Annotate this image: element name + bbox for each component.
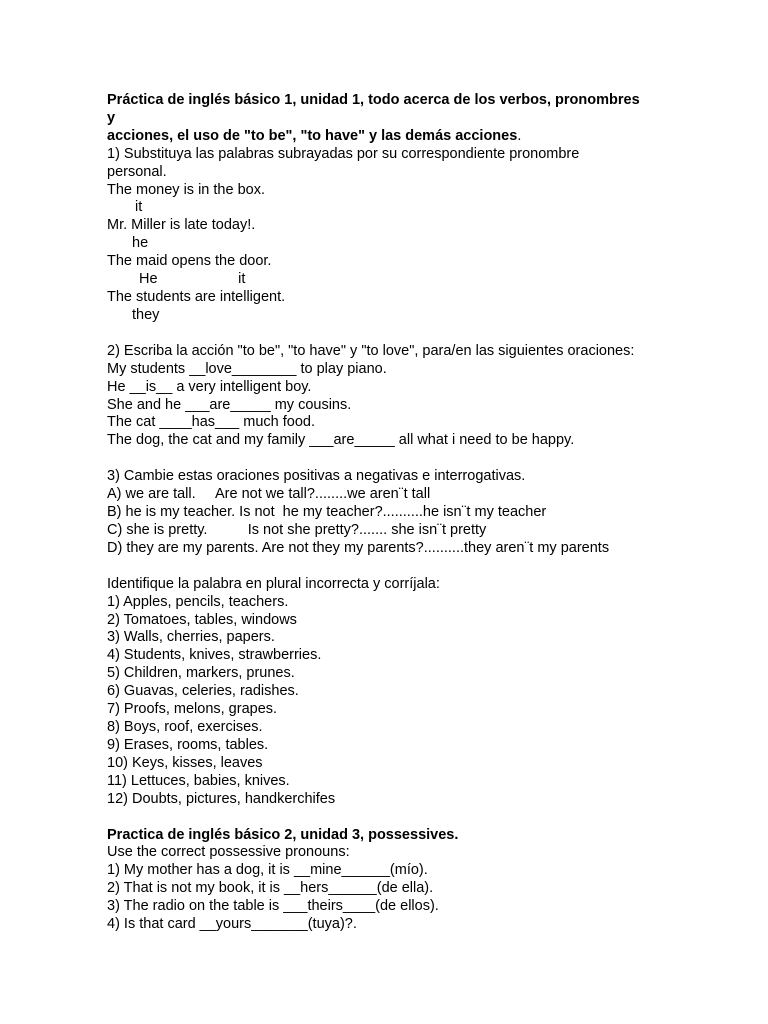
section-spacer bbox=[107, 809, 667, 827]
section-4-line: 5) Children, markers, prunes. bbox=[107, 665, 295, 682]
section-2-line: She and he ___are_____ my cousins. bbox=[107, 396, 352, 413]
section-1-instruction: 1) Substituya las palabras subrayadas por su correspondiente pronombre bbox=[107, 145, 580, 162]
section-spacer bbox=[107, 558, 667, 576]
document-body bbox=[107, 92, 667, 934]
section-2-line: My students __love________ to play piano. bbox=[107, 360, 387, 377]
section-1-answer: it bbox=[135, 199, 143, 216]
document-title-line-3 bbox=[107, 128, 667, 146]
section-4-line: 10) Keys, kisses, leaves bbox=[107, 754, 263, 771]
document-title-line-2: y bbox=[107, 109, 116, 126]
section-1-sentence: The students are intelligent. bbox=[107, 288, 286, 305]
section-1-sentence: The money is in the box. bbox=[107, 181, 265, 198]
section-2-line: The cat ____has___ much food. bbox=[107, 414, 315, 431]
section-2-instruction: 2) Escriba la acción "to be", "to have" y "to love", para/en las siguientes oraciones: bbox=[107, 342, 635, 359]
section-4-line: 4) Students, knives, strawberries. bbox=[107, 647, 322, 664]
section-3-instruction: 3) Cambie estas oraciones positivas a negativas e interrogativas. bbox=[107, 468, 526, 485]
section-spacer bbox=[107, 450, 667, 468]
section-5-line: 2) That is not my book, it is __hers______(de ella). bbox=[107, 880, 434, 897]
section-3-line: B) he is my teacher. Is not he my teacher?..........he isn¨t my teacher bbox=[107, 504, 547, 521]
section-4-line: 7) Proofs, melons, grapes. bbox=[107, 701, 278, 718]
section-4-instruction: Identifique la palabra en plural incorrecta y corríjala: bbox=[107, 575, 440, 592]
section-1-answer: he bbox=[132, 235, 149, 252]
section-1-answer: they bbox=[132, 306, 160, 323]
section-2-line: He __is__ a very intelligent boy. bbox=[107, 378, 312, 395]
section-3-line: C) she is pretty. Is not she pretty?....... she isn¨t pretty bbox=[107, 521, 487, 538]
section-4-line: 6) Guavas, celeries, radishes. bbox=[107, 683, 299, 700]
section-4-line: 1) Apples, pencils, teachers. bbox=[107, 593, 289, 610]
section-4-line: 12) Doubts, pictures, handkerchifes bbox=[107, 790, 336, 807]
section-1-instruction-cont: personal. bbox=[107, 163, 167, 180]
document-title-line-3-bold: acciones, el uso de "to be", "to have" y las demás acciones bbox=[107, 127, 518, 144]
document-title-line-3-tail: . bbox=[517, 127, 522, 144]
section-1-sentence: Mr. Miller is late today!. bbox=[107, 217, 256, 234]
section-4-line: 9) Erases, rooms, tables. bbox=[107, 736, 269, 753]
section-4-line: 11) Lettuces, babies, knives. bbox=[107, 772, 290, 789]
section-3-line: D) they are my parents. Are not they my parents?..........they aren¨t my parents bbox=[107, 539, 610, 556]
section-5-title: Practica de inglés básico 2, unidad 3, possessives. bbox=[107, 826, 459, 843]
section-5-line: 4) Is that card __yours_______(tuya)?. bbox=[107, 916, 357, 933]
section-spacer bbox=[107, 325, 667, 343]
document-title-line-1: Práctica de inglés básico 1, unidad 1, todo acerca de los verbos, pronombres bbox=[107, 92, 640, 108]
section-1-sentence: The maid opens the door. bbox=[107, 253, 272, 270]
section-4-line: 8) Boys, roof, exercises. bbox=[107, 719, 263, 735]
section-1-answer: He it bbox=[139, 271, 246, 288]
section-5-instruction: Use the correct possessive pronouns: bbox=[107, 844, 350, 861]
section-5-line: 3) The radio on the table is ___theirs____(de ellos). bbox=[107, 898, 439, 915]
section-3-line: A) we are tall. Are not we tall?........we aren¨t tall bbox=[107, 486, 431, 503]
section-4-line: 2) Tomatoes, tables, windows bbox=[107, 611, 297, 628]
section-4-line: 3) Walls, cherries, papers. bbox=[107, 629, 275, 646]
section-2-line: The dog, the cat and my family ___are_____ all what i need to be happy. bbox=[107, 432, 575, 449]
section-5-line: 1) My mother has a dog, it is __mine______(mío). bbox=[107, 862, 428, 879]
